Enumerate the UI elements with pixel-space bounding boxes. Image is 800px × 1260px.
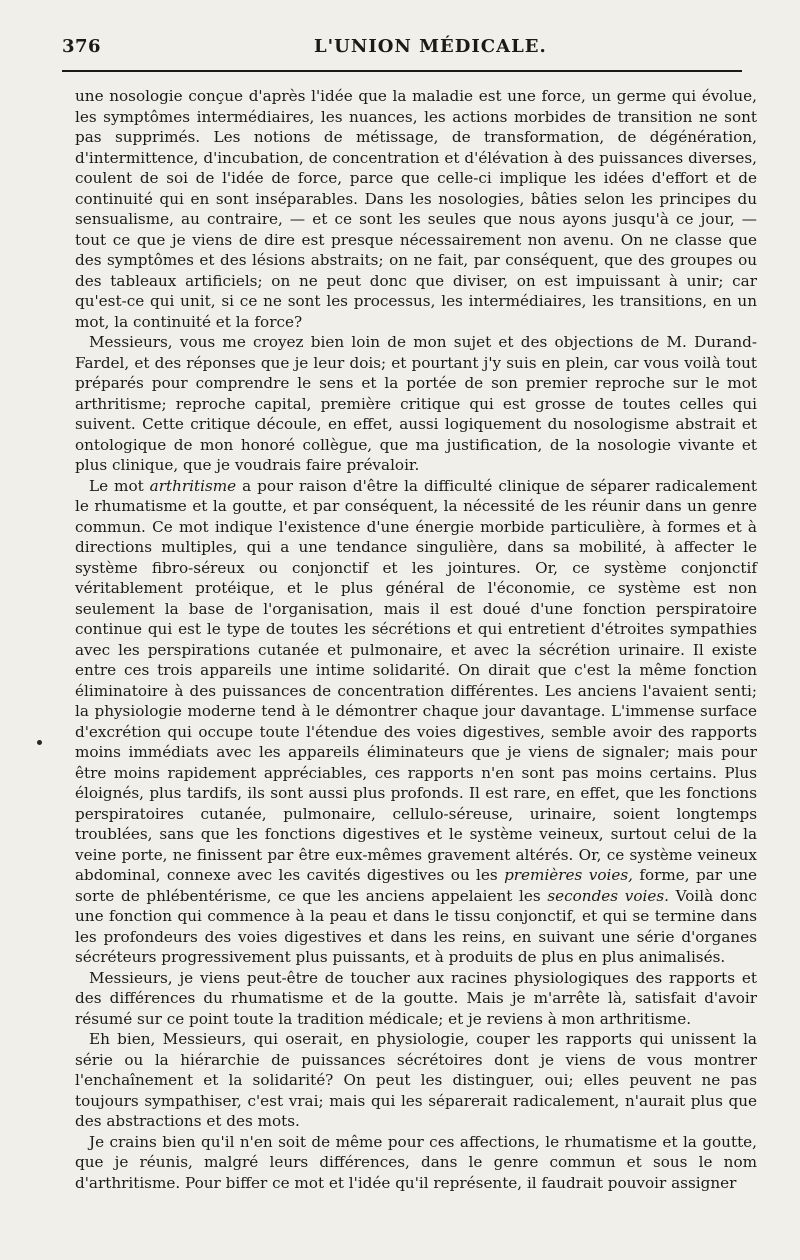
term-premieres-voies: premières voies, <box>504 866 633 884</box>
running-title: L'UNION MÉDICALE. <box>314 36 547 57</box>
header-rule <box>62 70 742 72</box>
paragraph-4: Messieurs, je viens peut-être de toucher aux racines physiologiques des rapports et des différences du rhumatisme et de la goutte. Mais je m'arrête là, satisfait d'avoir résumé sur ce point toute la tradition médicale; et je reviens à mon arthritisme. <box>75 968 757 1028</box>
term-secondes-voies: secondes voies. <box>547 886 669 905</box>
paragraph-3 <box>75 476 757 968</box>
paragraph-6: Je crains bien qu'il n'en soit de même pour ces affections, le rhumatisme et la goutte, que je réunis, malgré leurs différences, dans le genre commun et sous le nom d'arthritisme. Pour biffer ce mot et l'idée qu'il représente, il faudrait pouvoir assigner <box>75 1132 757 1192</box>
paragraph-2: Messieurs, vous me croyez bien loin de mon sujet et des objections de M. Durand-Fardel, et des réponses que je leur dois; et pourtant j'y suis en plein, car vous voilà tout préparés pour comprendre le sens et la portée de son premier reproche sur le mot arthritisme; reproche capital, première critique qui est grosse de toutes celles qui suivent. Cette critique découle, en effet, aussi logiquement du nosologisme abstrait et ontologique de mon honoré collègue, que ma justification, de la nosologie vivante et plus clinique, que je voudrais faire prévaloir. <box>75 333 757 474</box>
margin-ink-mark <box>37 740 42 745</box>
term-arthritisme: arthritisme <box>149 476 237 495</box>
page-header <box>62 36 752 66</box>
paragraph-3-lead: Le mot <box>89 476 150 495</box>
body-text <box>75 86 757 1193</box>
page-number: 376 <box>62 36 102 57</box>
paragraph-3-body: a pour raison d'être la difficulté clinique de séparer radicalement le rhumatisme et la goutte, et par conséquent, la nécessité de les réunir dans un genre commun. Ce mot indique l'existence d'une énergie morbide particulière, à formes et à directions multiples, qui a une tendance singulière, dans sa mobilité, à affecter le système fibro-séreux ou conjonctif et les jointures. Or, ce système conjonctif véritablement protéique, et le plus général de l'économie, ce système est non seulement la base de l'organisation, mais il est doué d'une fonction perspiratoire continue qui est le type de toutes les sécrétions et qui entretient d'étroites sympathies avec les perspirations cutanée et pulmonaire, et avec la sécrétion urinaire. Il existe entre ces trois appareils une intime solidarité. On dirait que c'est la même fonction éliminatoire à des puissances de concentration différentes. Les anciens l'avaient senti; la physiologie moderne tend à le démontrer chaque jour davantage. L'immense surface d'excrétion qui occupe toute l'étendue des voies digestives, semble avoir des rapports moins immédiats avec les appareils éliminateurs que je viens de signaler; mais pour être moins rapidement appréciables, ces rapports n'en sont pas moins certains. Plus éloignés, plus tardifs, ils sont aussi plus profonds. Il est rare, en effet, que les fonctions perspiratoires cutanée, pulmonaire, cellulo-séreuse, urinaire, soient longtemps troublées, sans que les fonctions digestives et le système veineux, surtout celui de la veine porte, ne finissent par être eux-mêmes gravement altérés. Or, ce système veineux abdominal, connexe avec les cavités digestives ou les <box>75 476 757 884</box>
paragraph-3-middle: forme, par une sorte de phlébentérisme, ce que les anciens appelaient les <box>75 866 757 905</box>
paragraph-5: Eh bien, Messieurs, qui oserait, en physiologie, couper les rapports qui unissent la série ou la hiérarchie de puissances sécrétoires dont je viens de vous montrer l'enchaînement et la solidarité? On peut les distinguer, oui; elles peuvent ne pas toujours sympathiser, c'est vrai; mais qui les séparerait radicalement, n'aurait plus que des abstractions et des mots. <box>75 1030 757 1130</box>
paragraph-1: une nosologie conçue d'après l'idée que la maladie est une force, un germe qui évolue, les symptômes intermédiaires, les nuances, les actions morbides de transition ne sont pas supprimés. Les notions de métissage, de transformation, de dégénération, d'intermittence, d'incubation, de concentration et d'élévation à des puissances diverses, coulent de soi de l'idée de force, parce que celle-ci implique les idées d'effort et de continuité qui en sont inséparables. Dans les nosologies, bâties selon les principes du sensualisme, au contraire, — et ce sont les seules que nous ayons jusqu'à ce jour, — tout ce que je viens de dire est presque nécessairement non avenu. On ne classe que des symptômes et des lésions abstraits; on ne fait, par conséquent, que des groupes ou des tableaux artificiels; on ne peut donc que diviser, on est impuissant à unir; car qu'est-ce qui unit, si ce ne sont les processus, les intermédiaires, les transitions, en un mot, la continuité et la force? <box>75 87 757 331</box>
paragraph-3-end: Voilà donc une fonction qui commence à la peau et dans le tissu conjonctif, et qui se termine dans les profondeurs des voies digestives et dans les reins, en suivant une série d'organes sécréteurs progressivement plus puissants, et à produits de plus en plus animalisés. <box>75 886 757 966</box>
